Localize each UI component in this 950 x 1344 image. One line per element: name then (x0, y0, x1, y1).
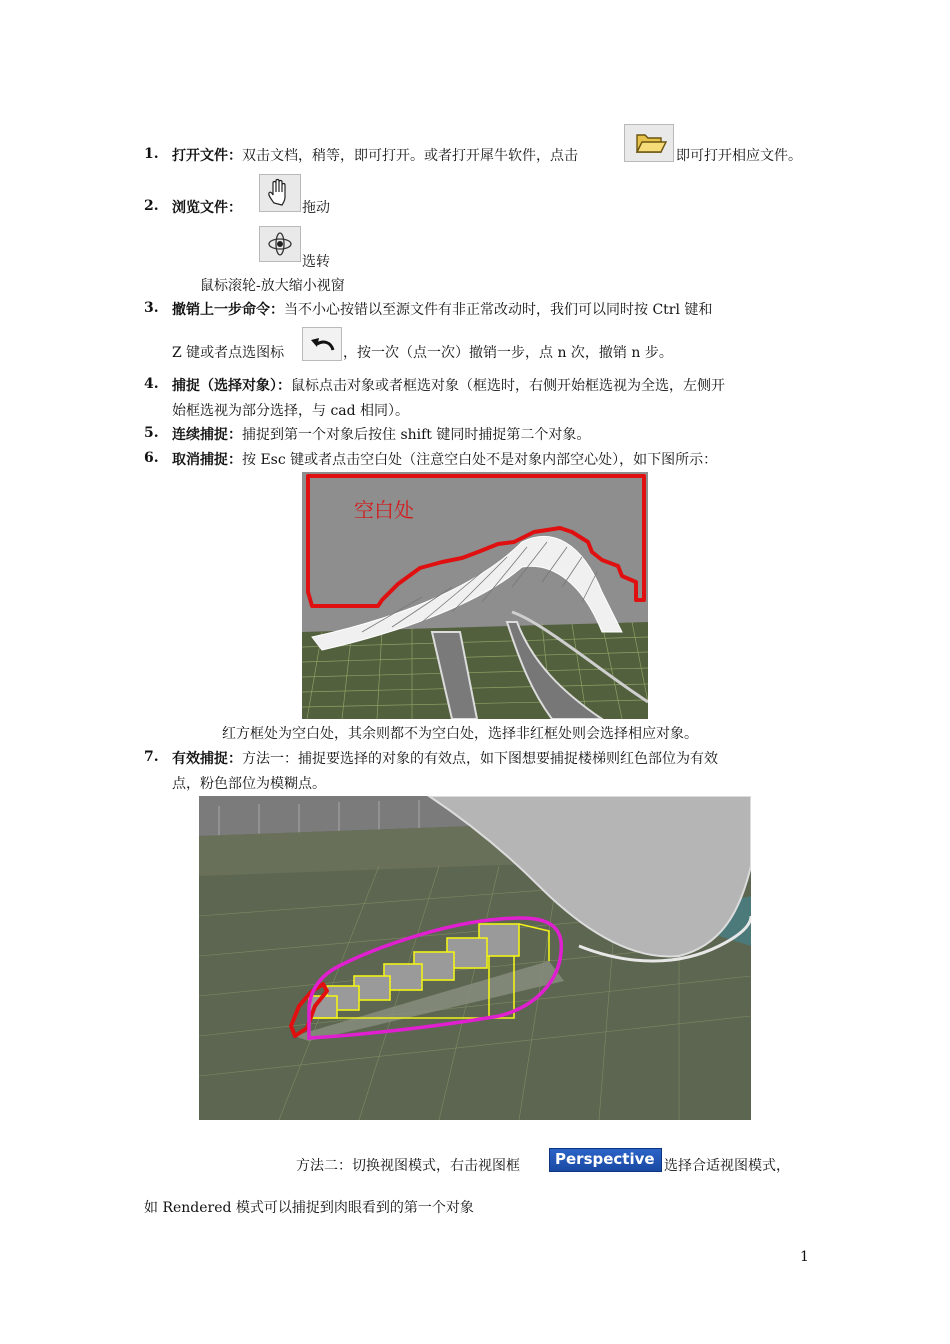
item-3-heading: 撤销上一步命令： (172, 302, 284, 318)
item-5-text (172, 425, 590, 445)
item-4-number: 4. (144, 376, 159, 392)
blank-area-figure (302, 472, 648, 719)
method-2-text-b: 选择合适视图模式， (664, 1158, 790, 1174)
item-5-heading: 连续捕捉： (172, 427, 242, 443)
item-7-heading: 有效捕捉： (172, 751, 242, 767)
item-3-line1: 当不小心按错以至源文件有非正常改动时，我们可以同时按 Ctrl 键和 (284, 302, 713, 318)
hand-pan-icon (259, 174, 301, 212)
item-7-line1: 方法一：捕捉要选择的对象的有效点，如下图想要捕捉楼梯则红色部位为有效 (242, 751, 718, 767)
item-6-number: 6. (144, 450, 159, 466)
method-2-text-c: 如 Rendered 模式可以捕捉到肉眼看到的第一个对象 (144, 1200, 474, 1216)
undo-icon (302, 327, 342, 361)
item-2-heading: 浏览文件： (172, 200, 242, 216)
item-2-number: 2. (144, 198, 159, 214)
wheel-zoom-text: 鼠标滚轮-放大缩小视窗 (200, 278, 345, 294)
item-3-number: 3. (144, 300, 159, 316)
item-5-body: 捕捉到第一个对象后按住 shift 键同时捕捉第二个对象。 (242, 427, 591, 443)
blank-area-label: 空白处 (354, 498, 414, 522)
item-4-heading: 捕捉（选择对象）： (172, 378, 291, 394)
method-2-text-a: 方法二：切换视图模式，右击视图框 (296, 1158, 520, 1174)
drag-label: 拖动 (302, 200, 330, 216)
item-4-line1: 鼠标点击对象或者框选对象（框选时，右侧开始框选视为全选，左侧开 (291, 378, 725, 394)
item-7-line2: 点，粉色部位为模糊点。 (172, 776, 326, 792)
item-5-number: 5. (144, 425, 159, 441)
item-6-body: 按 Esc 键或者点击空白处（注意空白处不是对象内部空心处），如下图所示： (242, 452, 718, 468)
item-4-line2: 始框选视为部分选择，与 cad 相同）。 (172, 403, 410, 419)
item-1-body: 双击文档，稍等，即可打开。或者打开犀牛软件，点击 (242, 148, 578, 164)
perspective-viewport-tab[interactable]: Perspective (549, 1148, 662, 1172)
item-6-heading: 取消捕捉： (172, 452, 242, 468)
page-number: 1 (800, 1249, 809, 1265)
item-1-text (172, 146, 578, 166)
item-7-text (172, 749, 718, 769)
item-3-line2b: ，按一次（点一次）撤销一步，点 n 次，撤销 n 步。 (343, 345, 673, 361)
item-1-number: 1. (144, 146, 159, 162)
figure-1-caption: 红方框处为空白处，其余则都不为空白处，选择非红框处则会选择相应对象。 (222, 726, 698, 742)
open-folder-icon (624, 124, 674, 162)
item-6-text (172, 450, 717, 470)
item-1-heading: 打开文件： (172, 148, 242, 164)
rotate-label: 选转 (302, 254, 330, 270)
item-3-line2a: Z 键或者点选图标 (172, 345, 285, 361)
item-1-tail: 即可打开相应文件。 (676, 148, 802, 164)
item-4-text (172, 376, 725, 396)
stairs-capture-figure (199, 796, 751, 1120)
rotate-view-icon (259, 226, 301, 262)
item-3-text (172, 300, 712, 320)
item-7-number: 7. (144, 749, 159, 765)
